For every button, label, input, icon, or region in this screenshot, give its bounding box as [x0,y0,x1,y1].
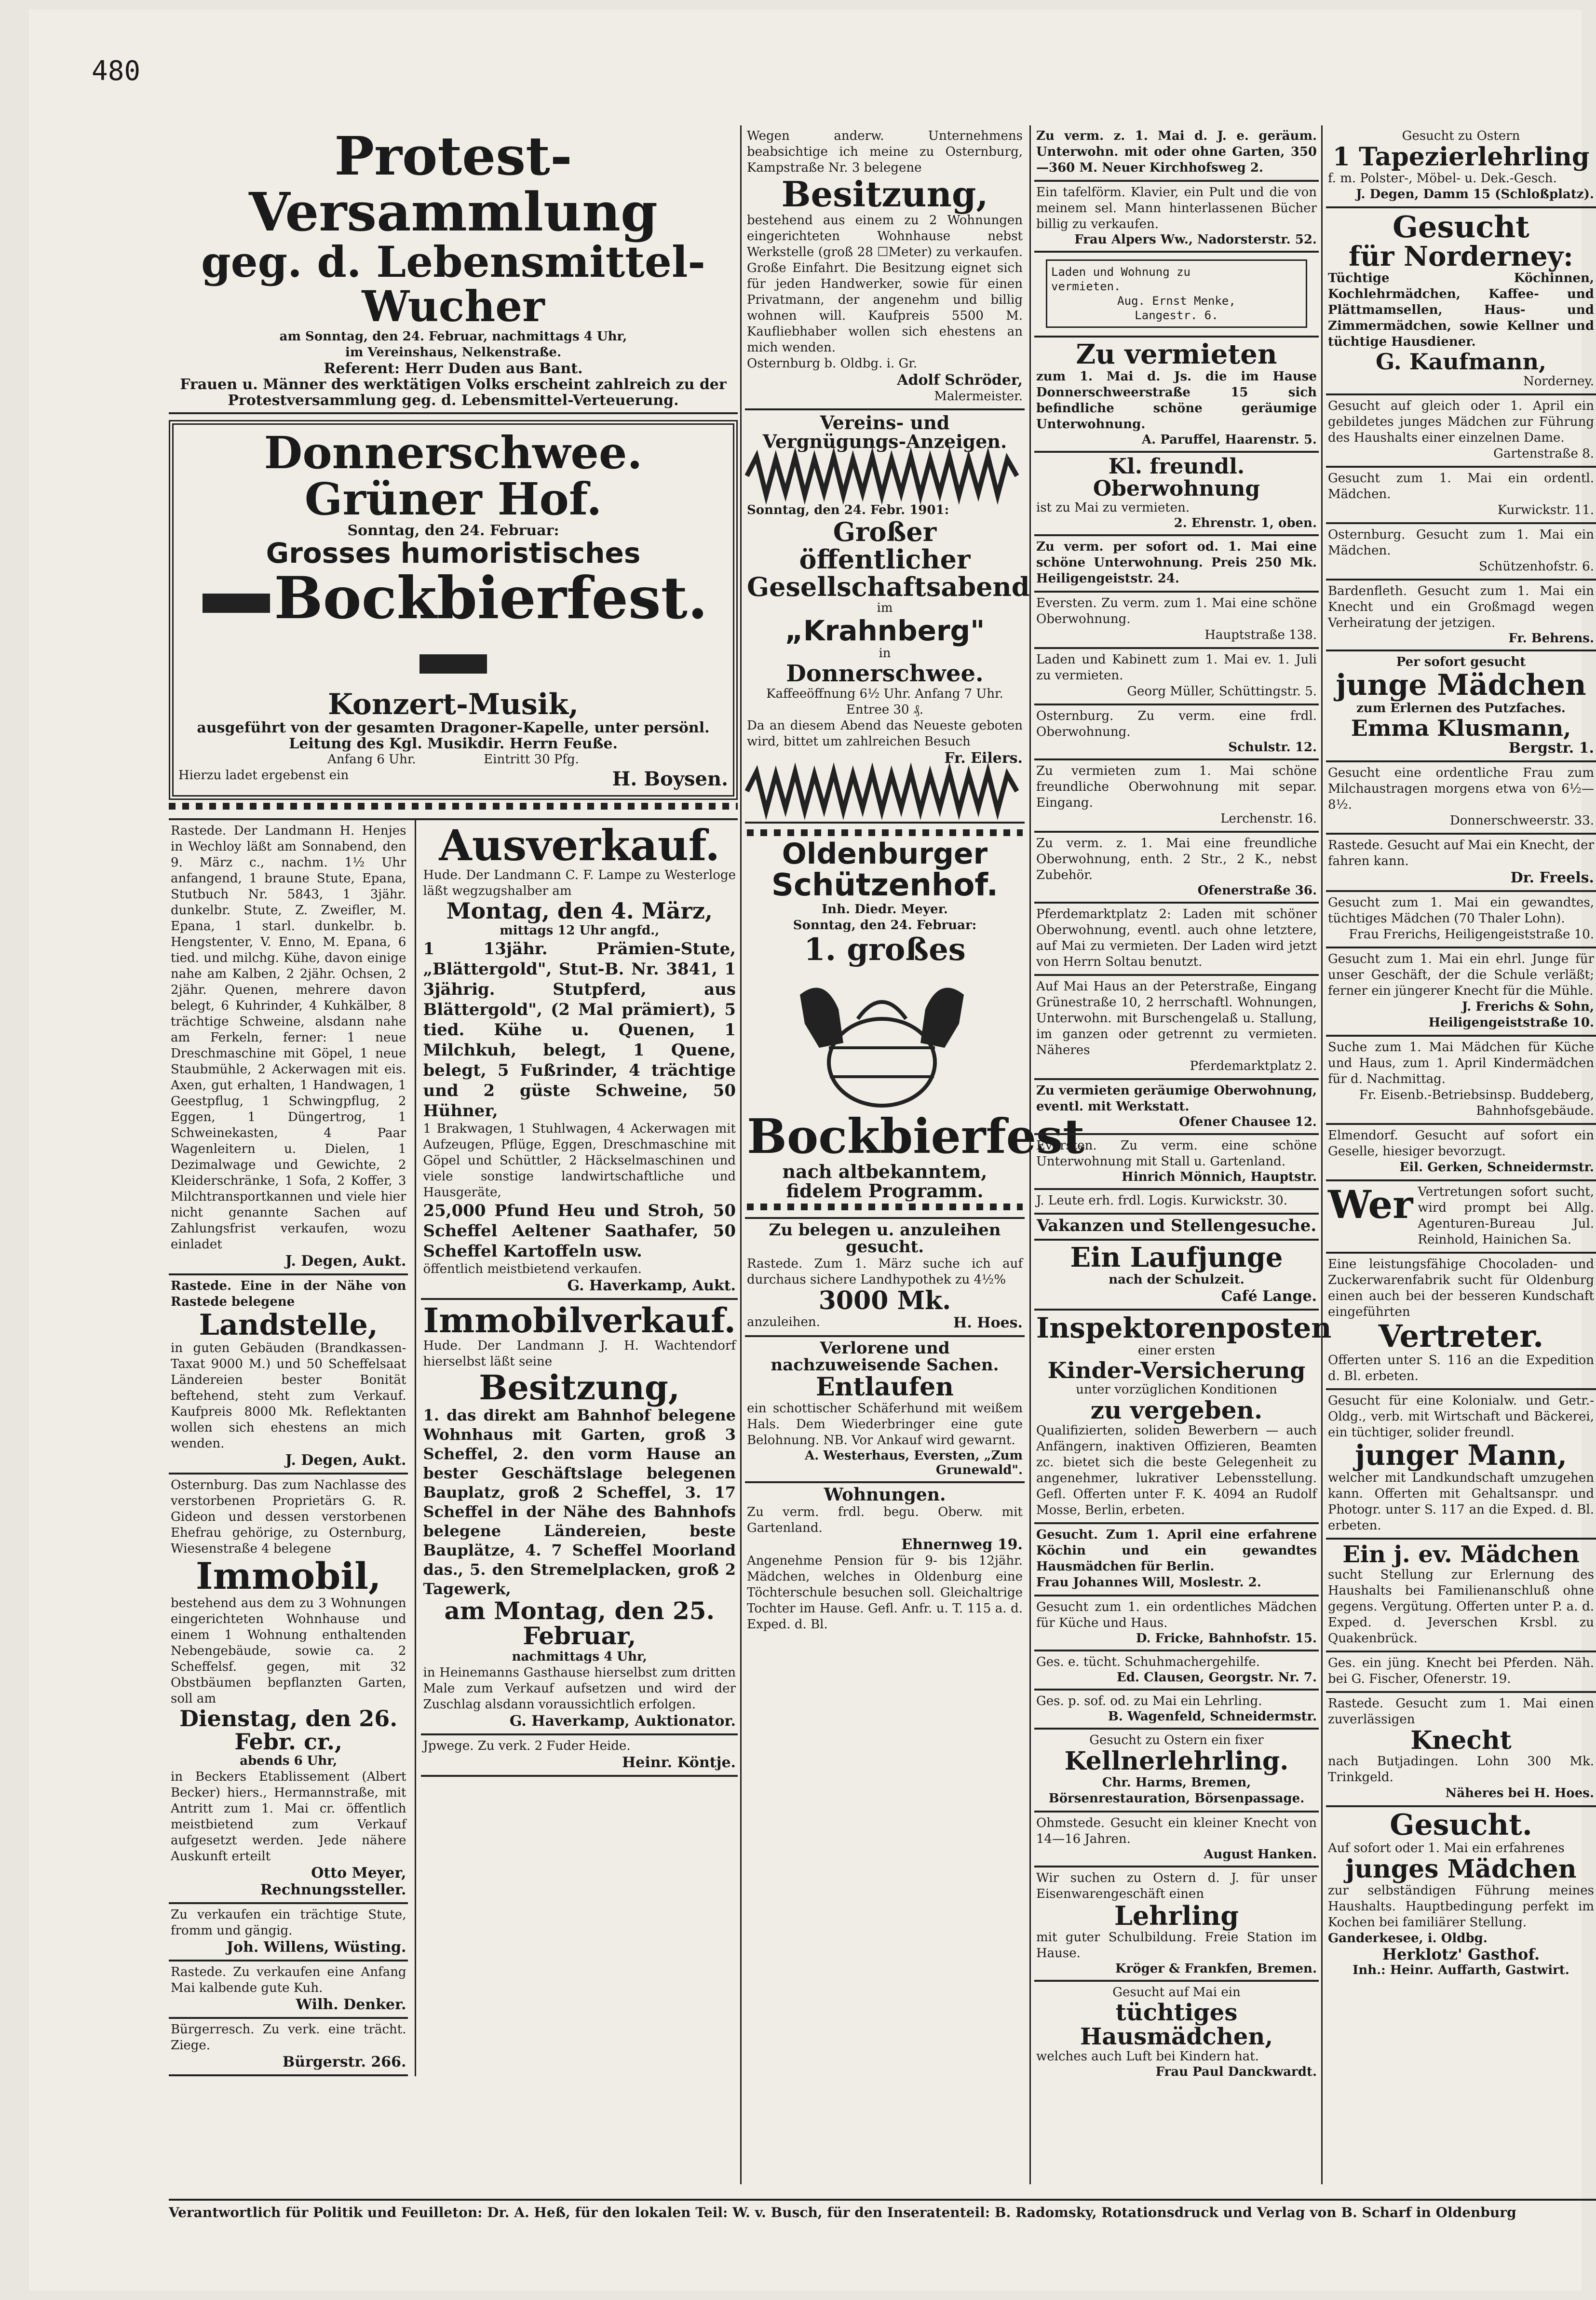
column-1a [169,820,408,2076]
laufjunge-text: nach der Schulzeit. [1109,1272,1244,1287]
column-3 [1034,125,1332,2184]
donnerschwee-title: Donnerschwee. Grüner Hof. [264,426,643,526]
verloren-title: Verlorene und nachzuweisende Sachen. [771,1338,999,1375]
immobilverkauf-date: am Montag, den 25. Februar, [444,1596,715,1651]
ad3-4-title: Zu vermieten [1076,338,1277,370]
ad3-15-text: Eversten. Zu verm. eine schöne Unterwohnung mit Stall u. Gartenland. [1036,1138,1317,1169]
immobilverkauf-items: 1. das direkt am Bahnhof belegene Wohnhaus mit Garten, groß 3 Scheffel, 2. den vorm Hause an bester Geschäftslage belegenen Bauplatz, groß 2 Scheffel, 3. 17 Scheffel in der Nähe des Bahnhofs belegene Ländereien, beste Bauplätze, 4. 7 Scheffel Moorland das., 5. den Stremelplacken, groß 2 Tagewerk, [423,1406,736,1598]
vakanzen-title: Vakanzen und Stellengesuche. [1036,1216,1317,1236]
hausmaedchen-signature: Frau Paul Danckwardt. [1155,2065,1317,2080]
imprint-footer: Verantwortlich für Politik und Feuilleton: Dr. A. Heß, für den lokalen Teil: W. v. Busch, für den Inseratenteil: B. Radomsky, Rotationsdruck und Verlag von B. Scharf in Oldenburg [169,2199,1596,2220]
besitzung-text: bestehend aus einem zu 2 Wohnungen eingerichteten Wohnhause nebst Werkstelle (groß 28 ☐Meter) zu verkaufen. Große Einfahrt. Die Besitzung eignet sich für jeden Handwerker, sowie für einen Privatmann, der angenehm und billig wohnen will. Kaufpreis 5500 M. Kaufliebhaber wollen sich ehestens an mich wenden. [747,213,1023,355]
schuh-signature: Ed. Clausen, Georgstr. Nr. 7. [1117,1670,1317,1685]
g4-text: Bardenfleth. Gesucht zum 1. Mai ein Knecht und ein Großmagd wegen Verheiratung der jetzigen. [1328,583,1594,630]
schuetzenhof-sub: nach altbekanntem, fidelem Programm. [782,1160,987,1202]
wohnungen-title: Wohnungen. [824,1484,946,1505]
ad3-14-signature: Ofener Chausee 12. [1179,1115,1317,1130]
belegen-text: Rastede. Zum 1. März suche ich auf durchaus sichere Landhypothek zu 4½% [747,1257,1023,1287]
landstelle-signature: J. Degen, Aukt. [285,1451,406,1469]
newspaper-page [29,10,1594,2290]
ad3-11-signature: Ofenerstraße 36. [1197,883,1317,898]
wer-big: Wer [1328,1182,1413,1228]
ad3-5-signature: 2. Ehrenstr. 1, oben. [1174,516,1317,531]
g7-text: Gesucht zum 1. Mai ein gewandtes, tüchtiges Mädchen (70 Thaler Lohn). [1328,895,1594,926]
stute-text: Zu verkaufen ein trächtige Stute, fromm und gängig. [171,1908,406,1938]
ad3-4-signature: A. Paruffel, Haarenstr. 5. [1141,432,1317,447]
ad3-15-signature: Hinrich Mönnich, Hauptstr. [1122,1170,1317,1185]
landstelle-intro: Rastede. Eine in der Nähe von Rastede belegene [171,1278,406,1309]
immobilverkauf-time: nachmittags 4 Uhr, [512,1649,647,1664]
column-1 [169,125,738,2184]
krahnberg-place: Donnerschwee. [786,660,984,688]
krahnberg-in: in [879,646,891,661]
protest-title: Protest-Versammlung [249,125,658,243]
g4-signature: Fr. Behrens. [1508,631,1594,646]
menke-line1: Laden und Wohnung zu [1051,265,1190,279]
goats-barrel-icon [747,966,1017,1110]
protest-place: im Vereinshaus, Nelkenstraße. [345,345,561,360]
lehrling1-signature: B. Wagenfeld, Schneidermstr. [1108,1709,1317,1724]
decorative-wave-icon [747,454,1017,498]
ausverkauf-tools: 1 Brakwagen, 1 Stuhlwagen, 4 Ackerwagen mit Aufzeugen, Pflüge, Eggen, Dreschmaschine mit Göpel und Schüttler, 2 Häckselmaschinen und viele sonstige landwirtschaftliche und Hausgeräte, [423,1121,736,1200]
ad3-1-text: Zu verm. z. 1. Mai d. J. e. geräum. Unterwohn. mit oder ohne Garten, 350—360 M. Neuer Kirchhofsweg 2. [1036,129,1317,175]
laufjunge-signature: Café Lange. [1221,1287,1317,1305]
krahnberg-text: Da an diesem Abend das Neueste geboten wird, bittet um zahlreichen Besuch [747,718,1023,749]
verloren-text: ein schottischer Schäferhund mit weißem Hals. Dem Wiederbringer eine gute Belohnung. NB. Vor Ankauf wird gewarnt. [747,1401,1023,1448]
ad3-9-text: Osternburg. Zu verm. eine frdl. Oberwohnung. [1036,709,1317,740]
ad3-12-text: Pferdemarktplatz 2: Laden mit schöner Oberwohnung, eventl. auch ohne letztere, auf Mai zu vermieten. Der Laden wird jetzt von Herrn Soltau benutzt. [1036,907,1317,970]
inspektor-title: Inspektorenposten [1036,1311,1332,1344]
menke-line3: Aug. Ernst Menke, [1117,294,1236,308]
ad3-2-text: Ein tafelförm. Klavier, ein Pult und die von meinem sel. Mann hinterlassenen Bücher billig zu verkaufen. [1036,185,1317,231]
immobil-text: bestehend aus dem zu 3 Wohnungen eingerichteten Wohnhause und einem 1 Wohnung enthaltenden Nebengebäude, sowie ca. 2 Scheffelsf. gegen, mit 32 Obstbäumen bepflanzten Garten, soll am [171,1596,406,1706]
junge-intro: Per sofort gesucht [1396,654,1526,669]
krahnberg-times: Kaffeeöffnung 6½ Uhr. Anfang 7 Uhr. Entree 30 ₰. [766,686,1003,717]
donnerschwee-invite: Hierzu ladet ergebenst ein [178,768,349,783]
schuetzenhof-num: 1. großes [804,931,966,968]
belegen-amount: 3000 Mk. [818,1286,951,1316]
schuetzenhof-title1: Oldenburger [782,837,988,871]
norderney-place: Norderney. [1523,374,1594,389]
ad3-7-text: Eversten. Zu verm. zum 1. Mai eine schöne Oberwohnung. [1036,596,1317,627]
ausverkauf-text: öffentlich meistbietend verkaufen. [423,1261,642,1276]
wer-text: Vertretungen sofort sucht, wird prompt bei Allg. Agenturen-Bureau Jul. Reinhold, Hainichen Sa. [1418,1185,1594,1247]
immobil-intro: Osternburg. Das zum Nachlasse des verstorbenen Proprietärs G. R. Gideon und dessen verstorbenen Ehefrau gehörige, zu Osternburg, Wiesenstraße 4 belegene [171,1477,406,1556]
ad3-10-text: Zu vermieten zum 1. Mai schöne freundliche Oberwohnung mit separ. Eingang. [1036,764,1317,811]
g3-text: Osternburg. Gesucht zum 1. Mai ein Mädchen. [1328,527,1594,558]
norderney-title: Gesucht [1393,209,1529,244]
besitzung-title: Besitzung, [781,174,988,215]
column-1b [415,820,738,2076]
ad3-8-signature: Georg Müller, Schüttingstr. 5. [1127,684,1317,699]
tapezier-signature: J. Degen, Damm 15 (Schloßplatz). [1356,187,1594,202]
konzert-detail: ausgeführt von der gesamten Dragoner-Kapelle, unter persönl. Leitung des Kgl. Musikdir. Herrn Feuße. [197,719,710,752]
besitzung-intro: Wegen anderw. Unternehmens beabsichtige ich meine zu Osternburg, Kampstraße Nr. 3 belegene [747,129,1023,175]
landstelle-title: Landstelle, [199,1308,378,1342]
tapezier-intro: Gesucht zu Ostern [1402,129,1520,143]
kellner-title: Kellnerlehrling. [1064,1746,1289,1776]
inspektor-sub2: unter vorzüglichen Konditionen [1076,1382,1277,1397]
ganderkesee-owner: Inh.: Heinr. Auffarth, Gastwirt. [1353,1962,1569,1977]
krahnberg-im: im [877,601,893,616]
lehrling1-text: Ges. p. sof. od. zu Mai ein Lehrling. [1036,1694,1262,1709]
verloren-title2: Entlaufen [816,1372,954,1402]
immobilverkauf-title2: Besitzung, [479,1367,680,1408]
ziege-signature: Bürgerstr. 266. [282,2054,406,2071]
wohnungen-w1: Zu verm. frdl. begu. Oberw. mit Gartenland. [747,1504,1023,1535]
immobil-time: abends 6 Uhr, [240,1754,338,1769]
ausverkauf-hay: 25,000 Pfund Heu und Stroh, 50 Scheffel Aeltener Saathafer, 50 Scheffel Kartoffeln usw. [423,1201,736,1261]
g5-text: Gesucht eine ordentliche Frau zum Milchaustragen morgens etwa von 6½—8½. [1328,766,1594,812]
koechin-signature: Frau Johannes Will, Moslestr. 2. [1036,1575,1261,1590]
lehrling2-text: mit guter Schulbildung. Freie Station im Hause. [1036,1930,1317,1961]
stute-signature: Joh. Willens, Wüsting. [226,1939,406,1956]
donnerschwee-signature: H. Boysen. [612,767,728,790]
g3-signature: Schützenhofstr. 6. [1479,559,1594,574]
g1-text: Gesucht auf gleich oder 1. April ein gebildetes junges Mädchen zur Führung des Haushalts einer einzelnen Dame. [1328,398,1594,445]
knecht1-text: Ohmstede. Gesucht ein kleiner Knecht von 14—16 Jahren. [1036,1815,1317,1846]
ad3-7-signature: Hauptstraße 138. [1204,628,1317,643]
krahnberg-date: Sonntag, den 24. Febr. 1901: [747,503,949,518]
tapezier-title: 1 Tapezierlehrling [1332,142,1590,172]
g7-signature: Frau Frerichs, Heiligengeiststraße 10. [1349,927,1594,942]
page-number: 480 [92,55,141,87]
konzert-title: Konzert-Musik, [327,687,579,721]
ad3-9-signature: Schulstr. 12. [1228,740,1317,755]
mann-text2: welcher mit Landkundschaft umzugehen kann. Offerten mit Gehaltsanspr. und Photogr. unter S. 117 an die Exped. d. Bl. erbeten. [1328,1471,1594,1533]
landstelle-text: in guten Gebäuden (Brandkassen-Taxat 9000 M.) und 50 Scheffelsaat Ländereien bester Bonität beftehend, steht zum Verkauf. Kaufpreis 8000 Mk. Reflektanten wollen sich ehestens an mich wenden. [171,1340,406,1451]
wohnungen-w1-address: Ehnernweg 19. [901,1536,1023,1553]
koechin-text: Gesucht. Zum 1. April eine erfahrene Köchin und ein gewandtes Hausmädchen für Berlin. [1036,1528,1317,1574]
ad3-10-signature: Lerchenstr. 16. [1220,812,1317,826]
schuetzenhof-owner: Inh. Diedr. Meyer. [822,902,948,917]
g5-signature: Donnerschweerstr. 33. [1449,813,1594,828]
column-2 [745,125,1085,2184]
ev-title: Ein j. ev. Mädchen [1342,1541,1580,1569]
wohnungen-w2: Angenehme Pension für 9- bis 12jähr. Mädchen, welches in Oldenburg eine Töchterschule besuchen soll. Gleichaltrige Tochter im Hause. Gefl. Anfr. u. T. 115 a. d. Exped. d. Bl. [747,1553,1023,1632]
g6-signature: Dr. Freels. [1510,869,1594,887]
kellner-role: Börsenrestauration, Börsenpassage. [1048,1791,1305,1806]
knecht1-signature: August Hanken. [1204,1847,1317,1862]
column-4 [1326,125,1596,2184]
hausmaedchen-intro: Gesucht auf Mai ein [1112,1985,1241,2000]
g6-text: Rastede. Gesucht auf Mai ein Knecht, der fahren kann. [1328,838,1594,869]
schuetzenhof-date: Sonntag, den 24. Februar: [793,918,977,933]
ad3-11-text: Zu verm. z. 1. Mai eine freundliche Oberwohnung, enth. 2 Str., 2 K., nebst Zubehör. [1036,836,1317,883]
junge-text: zum Erlernen des Putzfaches. [1356,701,1566,716]
fuder-signature: Heinr. Köntje. [622,1754,736,1771]
g2-signature: Kurwickstr. 11. [1497,502,1594,517]
krahnberg-title1: Großer öffentlicher [799,516,971,575]
inspektor-title2: Kinder-Versicherung [1047,1357,1306,1383]
hausmaedchen-title: tüchtiges Hausmädchen, [1080,1999,1273,2051]
ausverkauf-date: Montag, den 4. März, [446,898,713,924]
hausmaedchen-text: welches auch Luft bei Kindern hat. [1036,2049,1259,2064]
menke-line4: Langestr. 6. [1135,309,1218,322]
ad3-2-signature: Frau Alpers Ww., Nadorsterstr. 52. [1074,232,1317,247]
ad3-6-text: Zu verm. per sofort od. 1. Mai eine schöne Unterwohnung. Preis 250 Mk. Heiligengeiststr. 24. [1036,540,1317,586]
g9-signature: Fr. Eisenb.-Betriebsinsp. Buddeberg, Bahnhofsgebäude. [1359,1088,1594,1119]
junge-name: Emma Klusmann, [1351,715,1571,741]
column-rule [1321,125,1323,2184]
krahnberg-name: „Krahnberg" [784,614,985,648]
belegen-title: Zu belegen u. anzuleihen gesucht. [769,1220,1001,1257]
immobilverkauf-intro: Hude. Der Landmann J. H. Wachtendorf hierselbst läßt seine [423,1339,736,1369]
besitzung-signature: Adolf Schröder, [897,371,1023,389]
inspektor-title3: zu vergeben. [1090,1395,1263,1424]
auction-rastede-signature: J. Degen, Aukt. [285,1252,406,1270]
column-rule [740,125,742,2184]
knecht2-text: Rastede. Gesucht zum 1. Mai einen zuverlässigen [1328,1696,1594,1727]
besitzung-place: Osternburg b. Oldbg. i. Gr. [747,356,918,371]
belegen-signature: H. Hoes. [953,1314,1023,1331]
menke-box [1046,259,1307,328]
immobil-date: Dienstag, den 26. Febr. cr., [179,1705,398,1755]
menke-line2: vermieten. [1051,280,1121,293]
protest-date: am Sonntag, den 24. Februar, nachmittags 4 Uhr, [279,329,627,344]
ad-donnerschwee [169,414,738,820]
g10-text: Elmendorf. Gesucht auf sofort ein Geselle, hiesiger bevorzugt. [1328,1128,1594,1159]
krahnberg-signature: Fr. Eilers. [944,749,1023,767]
ad3-13-signature: Pferdemarktplatz 2. [1190,1059,1317,1074]
ziege-text: Bürgerresch. Zu verk. eine trächt. Ziege. [171,2022,406,2053]
besitzung-role: Malermeister. [934,389,1023,404]
inspektor-sub: einer ersten [1137,1343,1216,1358]
donnerschwee-date: Sonntag, den 24. Februar: [347,522,559,539]
g8-text: Gesucht zum 1. Mai ein ehrl. Junge für unser Geschäft, der die Schule verläßt; ferner ein jüngerer Knecht für die Mühle. [1328,952,1594,999]
mann-title: junger Mann, [1355,1439,1567,1472]
ad3-4-text: zum 1. Mai d. Js. die im Hause Donnerschweerstraße 15 sich befindliche schöne geräumige Unterwohnung. [1036,369,1317,432]
maedchen-signature: D. Fricke, Bahnhofstr. 15. [1136,1631,1317,1646]
column-1-split [169,820,738,2076]
immobil-signature: Otto Meyer, Rechnungssteller. [260,1865,406,1899]
tapezier-text: f. m. Polster-, Möbel- u. Dek.-Gesch. [1328,171,1557,186]
kuh-text: Rastede. Zu verkaufen eine Anfang Mai kalbende gute Kuh. [171,1965,406,1996]
ad3-5-title: Kl. freundl. Oberwohnung [1093,454,1260,501]
schuh-text: Ges. e. tücht. Schuhmachergehilfe. [1036,1655,1260,1670]
g8-signature: J. Frerichs & Sohn, Heiligengeiststraße 10. [1428,1000,1594,1030]
donnerschwee-times: Anfang 6 Uhr. Eintritt 30 Pfg. [327,752,579,767]
immobil-title: Immobil, [196,1554,381,1597]
schuetzenhof-title2: Schützenhof. [771,867,999,903]
g2-text: Gesucht zum 1. Mai ein ordentl. Mädchen. [1328,471,1594,501]
junge-title: junge Mädchen [1336,668,1586,702]
fuder-text: Jpwege. Zu verk. 2 Fuder Heide. [423,1738,631,1753]
g11-text: Ges. ein jüng. Knecht bei Pferden. Näh. bei G. Fischer, Ofenerstr. 19. [1328,1655,1594,1686]
immobilverkauf-text: in Heinemanns Gasthause hierselbst zum dritten Male zum Verkauf aufsetzen und wird der Zuschlag alsdann voraussichtlich erfolgen. [423,1665,736,1712]
ganderkesee-text2: zur selbständigen Führung meines Haushalts. Hauptbedingung perfekt im Kochen bei familiärer Stellung. [1328,1883,1594,1930]
ad3-16-text: J. Leute erh. frdl. Logis. Kurwickstr. 30. [1036,1193,1287,1208]
protest-call: Frauen u. Männer des werktätigen Volks erscheint zahlreich zu der Protestversammlung geg. d. Lebensmittel-Verteuerung. [180,376,727,409]
lehrling2-title: Lehrling [1114,1900,1239,1931]
verloren-signature: A. Westerhaus, Eversten, „Zum Grunewald". [805,1448,1023,1477]
ausverkauf-signature: G. Haverkamp, Aukt. [567,1277,736,1294]
norderney-signature: G. Kaufmann, [1375,349,1547,375]
knecht2-title: Knecht [1410,1725,1512,1755]
ad3-14-text: Zu vermieten geräumige Oberwohnung, eventl. mit Werkstatt. [1036,1083,1317,1114]
g1-signature: Gartenstraße 8. [1493,446,1594,461]
kuh-signature: Wilh. Denker. [296,1996,406,2014]
belegen-text2: anzuleihen. [747,1314,820,1329]
knecht2-signature: Näheres bei H. Hoes. [1445,1786,1594,1801]
decorative-wave-icon [747,770,1017,813]
ad3-5-text: ist zu Mai zu vermieten. [1036,501,1190,515]
ganderkesee-place: Ganderkesee, i. Oldbg. [1328,1931,1488,1946]
ganderkesee-title2: junges Mädchen [1345,1854,1577,1884]
krahnberg-title2: Gesellschaftsabend [747,571,1030,602]
g10-signature: Eil. Gerken, Schneidermstr. [1399,1160,1594,1175]
kellner-signature: Chr. Harms, Bremen, [1102,1775,1251,1790]
ev-text: sucht Stellung zur Erlernung des Haushalts bei Familienanschluß ohne gegens. Vergütung. Offerten unter P. a. d. Exped. d. Jeverschen Krsbl. zu Quakenbrück. [1328,1567,1594,1646]
ausverkauf-time: mittags 12 Uhr angfd., [500,923,660,938]
bockbierfest-title: Bockbierfest. [274,564,708,632]
immobilverkauf-title: Immobilverkauf. [423,1300,736,1340]
ausverkauf-title: Ausverkauf. [439,820,720,870]
ausverkauf-intro: Hude. Der Landmann C. F. Lampe zu Westerloge läßt wegzugshalber am [423,868,736,899]
vertreter-text2: Offerten unter S. 116 an die Expedition d. Bl. erbeten. [1328,1353,1594,1384]
protest-speakers: Referent: Herr Duden aus Bant. [324,360,583,377]
vertreter-text: Eine leistungsfähige Chocoladen- und Zuckerwarenfabrik sucht für Oldenburg einen auch bei der besseren Kundschaft eingeführten [1328,1257,1594,1320]
lehrling2-intro: Wir suchen zu Ostern d. J. für unser Eisenwarengeschäft einen [1036,1870,1317,1901]
norderney-text: Tüchtige Köchinnen, Kochlehrmädchen, Kaffee- und Plättmamsellen, Haus- und Zimmermädchen, sowie Kellner und tüchtige Hausdiener. [1328,271,1594,350]
lehrling2-signature: Kröger & Frankfen, Bremen. [1115,1961,1317,1976]
donnerschwee-sub: Grosses humoristisches [266,536,641,569]
schuetzenhof-title3: Bockbierfest [747,1109,1085,1165]
vereins-title: Vereins- und Vergnügungs-Anzeigen. [762,411,1007,453]
ad-protest [169,125,738,414]
norderney-title2: für Norderney: [1349,240,1573,272]
maedchen-text: Gesucht zum 1. ein ordentliches Mädchen für Küche und Haus. [1036,1600,1317,1631]
kellner-intro: Gesucht zu Ostern ein fixer [1089,1733,1264,1748]
laufjunge-title: Ein Laufjunge [1070,1241,1283,1273]
immobil-text2: in Beckers Etablissement (Albert Becker) hiers., Hermannstraße, mit Antritt zum 1. Mai cr. öffentlich meistbietend zum Verkauf aufgesetzt werden. Jede nähere Auskunft erteilt [171,1770,406,1864]
ganderkesee-title: Gesucht. [1390,1808,1532,1842]
mann-text: Gesucht für eine Kolonialw. und Getr.-Oldg., verb. mit Wirtschaft und Bäckerei, ein tüchtiger, solider freundl. [1328,1394,1594,1440]
ad3-13-text: Auf Mai Haus an der Peterstraße, Eingang Grünestraße 10, 2 herrschaftl. Wohnungen, Unterwohn. mit Burschengelaß u. Stallung, im ganzen oder getrennt zu vermieten. Näheres [1036,979,1317,1058]
ganderkesee-text: Auf sofort oder 1. Mai ein erfahrenes [1328,1841,1565,1856]
inspektor-text: Qualifizierten, soliden Bewerbern — auch Anfängern, inaktiven Offizieren, Beamten zc. bietet sich die beste Gelegenheit zu angenehmer, lukrativer Lebensstellung. Gefl. Offerten unter F. K. 4094 an Rudolf Mosse, Berlin, erbeten. [1036,1423,1317,1518]
protest-subtitle: geg. d. Lebensmittel-Wucher [201,237,705,332]
ganderkesee-signature: Herklotz' Gasthof. [1382,1945,1540,1963]
g9-text: Suche zum 1. Mai Mädchen für Küche und Haus, zum 1. April Kindermädchen für d. Nachmittag. [1328,1040,1594,1087]
ad3-8-text: Laden und Kabinett zum 1. Mai ev. 1. Juli zu vermieten. [1036,652,1317,683]
immobilverkauf-signature: G. Haverkamp, Auktionator. [509,1712,736,1730]
auction-rastede-text: Rastede. Der Landmann H. Henjes in Wechloy läßt am Sonnabend, den 9. März c., nachm. 1½ Uhr anfangend, 1 braune Stute, Epana, Stutbuch Nr. 5843, 1 3jähr. dunkelbr. Stute, Z. Zweifler, M. Epana, 1 starl. dunkelbr. b. Hengstenter, V. Enno, M. Epana, 6 tied. und milchg. Kühe, davon einige nahe am Kalben, 2 2jähr. Ochsen, 2 2jähr. Quenen, mehrere davon belegt, 6 Kuhrinder, 4 Kuhkälber, 8 trächtige Schweine, alsdann nahe am Ferkeln, ferner: 1 neue Dreschmaschine mit Göpel, 1 neue Staubmühle, 2 Ackerwagen mit eis. Axen, gut erhalten, 1 Handwagen, 1 Geestpflug, 1 Schwingpflug, 2 Eggen, 1 Düngertrog, 1 Schweinekasten, 4 Paar Wagenleitern u. Dielen, 1 Dezimalwage und Gewichte, 2 Kleiderschränke, 1 Sofa, 2 Koffer, 3 Milchtransportkannen und viele hier nicht genannte Sachen auf Zahlungsfrist verkaufen, wozu einladet [171,823,406,1252]
ausverkauf-items: 1 13jähr. Prämien-Stute, „Blättergold", Stut-B. Nr. 3841, 1 3jährig. Stutpferd, aus Blättergold", (2 Mal prämiert), 5 tied. Kühe u. Quenen, 1 Milchkuh, belegt, 1 Quene, belegt, 5 Fußrinder, 4 trächtige und 2 güste Schweine, 50 Hühner, [423,939,736,1121]
knecht2-text2: nach Butjadingen. Lohn 300 Mk. Trinkgeld. [1328,1754,1594,1785]
junge-address: Bergstr. 1. [1508,740,1594,757]
vertreter-title: Vertreter. [1378,1318,1544,1355]
